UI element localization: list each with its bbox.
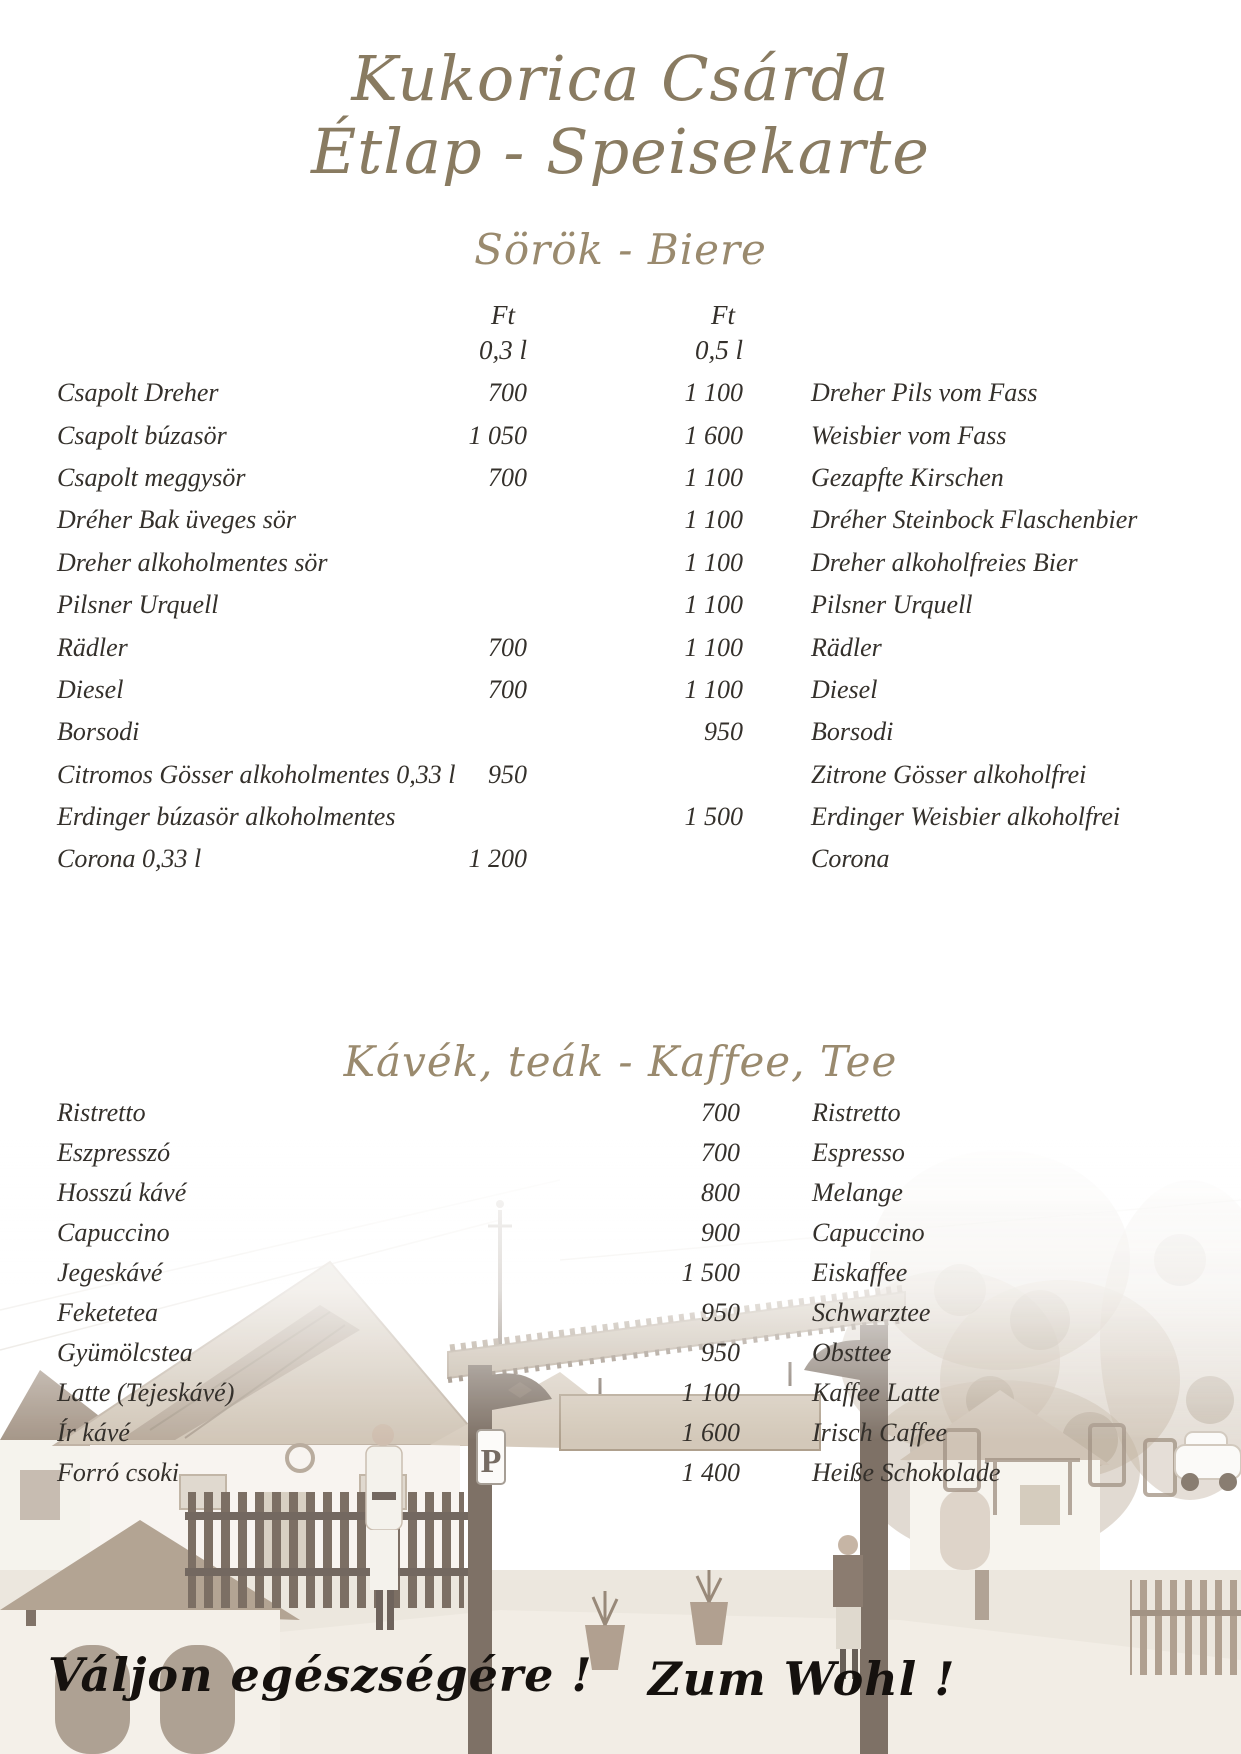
menu-subtitle: Étlap - Speisekarte bbox=[311, 115, 930, 188]
item-name-hu: Dreher alkoholmentes sör bbox=[57, 547, 328, 577]
item-name-hu: Citromos Gösser alkoholmentes 0,33 l bbox=[57, 759, 456, 789]
item-name-de: Corona bbox=[811, 844, 890, 874]
item-name-de: Schwarztee bbox=[812, 1298, 931, 1327]
coffee-row bbox=[57, 1453, 1184, 1493]
item-name-hu: Gyümölcstea bbox=[57, 1338, 193, 1367]
item-name-de: Gezapfte Kirschen bbox=[811, 462, 1004, 492]
item-name-hu: Corona 0,33 l bbox=[57, 844, 202, 874]
item-name-de: Heiße Schokolade bbox=[812, 1458, 1001, 1487]
item-price-03: 700 bbox=[488, 378, 527, 408]
item-price: 1 400 bbox=[681, 1458, 740, 1487]
item-price: 1 500 bbox=[681, 1258, 740, 1287]
item-name-hu: Diesel bbox=[57, 674, 124, 704]
item-price-05: 1 100 bbox=[684, 505, 743, 535]
beer-row bbox=[57, 414, 1184, 456]
item-name-de: Diesel bbox=[811, 674, 878, 704]
item-price-03: 950 bbox=[488, 759, 527, 789]
item-name-de: Erdinger Weisbier alkoholfrei bbox=[811, 802, 1121, 832]
beer-row bbox=[57, 542, 1184, 584]
item-name-de: Eiskaffee bbox=[812, 1258, 908, 1287]
size-header-05: 0,5 l bbox=[694, 335, 743, 365]
item-price-05: 1 100 bbox=[684, 547, 743, 577]
item-name-hu: Rädler bbox=[57, 632, 128, 662]
item-price-05: 1 100 bbox=[684, 462, 743, 492]
item-name-hu: Ristretto bbox=[57, 1098, 146, 1127]
item-price-05: 1 600 bbox=[684, 420, 743, 450]
item-price: 700 bbox=[701, 1098, 740, 1127]
item-name-hu: Dréher Bak üveges sör bbox=[57, 505, 296, 535]
beer-row bbox=[57, 754, 1184, 796]
beer-row bbox=[57, 669, 1184, 711]
item-name-de: Dreher Pils vom Fass bbox=[811, 378, 1038, 408]
beer-row bbox=[57, 626, 1184, 668]
item-price: 900 bbox=[701, 1218, 740, 1247]
coffee-section-heading: Kávék, teák - Kaffee, Tee bbox=[343, 1037, 898, 1086]
item-price-03: 1 050 bbox=[468, 420, 527, 450]
item-name-hu: Pilsner Urquell bbox=[57, 590, 219, 620]
currency-header-05: Ft bbox=[711, 300, 735, 330]
item-name-de: Zitrone Gösser alkoholfrei bbox=[811, 759, 1087, 789]
item-price-03: 1 200 bbox=[468, 844, 527, 874]
currency-header-03: Ft bbox=[491, 300, 515, 330]
beer-row bbox=[57, 838, 1184, 880]
item-name-de: Melange bbox=[812, 1178, 903, 1207]
item-price: 700 bbox=[701, 1138, 740, 1167]
item-name-de: Dreher alkoholfreies Bier bbox=[811, 547, 1078, 577]
coffee-row bbox=[57, 1293, 1184, 1333]
beer-row bbox=[57, 796, 1184, 838]
item-price-05: 1 100 bbox=[684, 674, 743, 704]
item-name-hu: Csapolt búzasör bbox=[57, 420, 227, 450]
item-name-hu: Hosszú kávé bbox=[57, 1178, 187, 1207]
beer-row bbox=[57, 457, 1184, 499]
coffee-row bbox=[57, 1213, 1184, 1253]
coffee-row bbox=[57, 1173, 1184, 1213]
beer-column-headers bbox=[57, 298, 1184, 368]
size-header-03: 0,3 l bbox=[478, 335, 527, 365]
item-name-hu: Latte (Tejeskávé) bbox=[57, 1378, 235, 1407]
item-price-05: 950 bbox=[704, 717, 743, 747]
item-price-05: 1 500 bbox=[684, 802, 743, 832]
toast-german: Zum Wohl ! bbox=[648, 1652, 956, 1706]
page-title bbox=[0, 42, 1241, 188]
item-price-05: 1 100 bbox=[684, 378, 743, 408]
beer-row bbox=[57, 711, 1184, 753]
item-name-hu: Erdinger búzasör alkoholmentes bbox=[57, 802, 396, 832]
restaurant-name: Kukorica Csárda bbox=[351, 42, 890, 115]
coffee-price-list bbox=[57, 1093, 1184, 1493]
item-name-hu: Eszpresszó bbox=[57, 1138, 171, 1167]
item-name-hu: Capuccino bbox=[57, 1218, 170, 1247]
coffee-row bbox=[57, 1093, 1184, 1133]
item-name-hu: Csapolt Dreher bbox=[57, 378, 219, 408]
item-price: 1 600 bbox=[681, 1418, 740, 1447]
beer-section-heading: Sörök - Biere bbox=[474, 225, 767, 274]
item-price: 800 bbox=[701, 1178, 740, 1207]
item-name-de: Weisbier vom Fass bbox=[811, 420, 1007, 450]
item-price: 950 bbox=[701, 1298, 740, 1327]
beer-row bbox=[57, 372, 1184, 414]
coffee-row bbox=[57, 1333, 1184, 1373]
item-name-hu: Borsodi bbox=[57, 717, 140, 747]
item-name-de: Espresso bbox=[812, 1138, 905, 1167]
item-price-03: 700 bbox=[488, 632, 527, 662]
item-price-03: 700 bbox=[488, 462, 527, 492]
coffee-row bbox=[57, 1413, 1184, 1453]
toast-hungarian: Váljon egészségére ! bbox=[48, 1648, 593, 1702]
beer-row bbox=[57, 499, 1184, 541]
item-name-hu: Forró csoki bbox=[57, 1458, 180, 1487]
beer-row bbox=[57, 584, 1184, 626]
item-name-hu: Jegeskávé bbox=[57, 1258, 163, 1287]
coffee-row bbox=[57, 1133, 1184, 1173]
item-price: 1 100 bbox=[681, 1378, 740, 1407]
coffee-row bbox=[57, 1253, 1184, 1293]
item-name-de: Dréher Steinbock Flaschenbier bbox=[811, 505, 1138, 535]
item-name-de: Capuccino bbox=[812, 1218, 925, 1247]
beer-price-list bbox=[57, 372, 1184, 881]
item-name-hu: Feketetea bbox=[57, 1298, 159, 1327]
item-name-de: Obsttee bbox=[812, 1338, 892, 1367]
item-price-03: 700 bbox=[488, 674, 527, 704]
parking-sign-letter: P bbox=[480, 1443, 502, 1480]
item-price-05: 1 100 bbox=[684, 632, 743, 662]
item-name-de: Pilsner Urquell bbox=[811, 590, 973, 620]
item-name-de: Rädler bbox=[811, 632, 882, 662]
item-price-05: 1 100 bbox=[684, 590, 743, 620]
item-name-de: Borsodi bbox=[811, 717, 894, 747]
item-name-de: Irisch Caffee bbox=[812, 1418, 948, 1447]
coffee-row bbox=[57, 1373, 1184, 1413]
item-name-hu: Ír kávé bbox=[57, 1418, 130, 1447]
item-name-de: Ristretto bbox=[812, 1098, 901, 1127]
item-name-de: Kaffee Latte bbox=[812, 1378, 940, 1407]
item-price: 950 bbox=[701, 1338, 740, 1367]
item-name-hu: Csapolt meggysör bbox=[57, 462, 246, 492]
